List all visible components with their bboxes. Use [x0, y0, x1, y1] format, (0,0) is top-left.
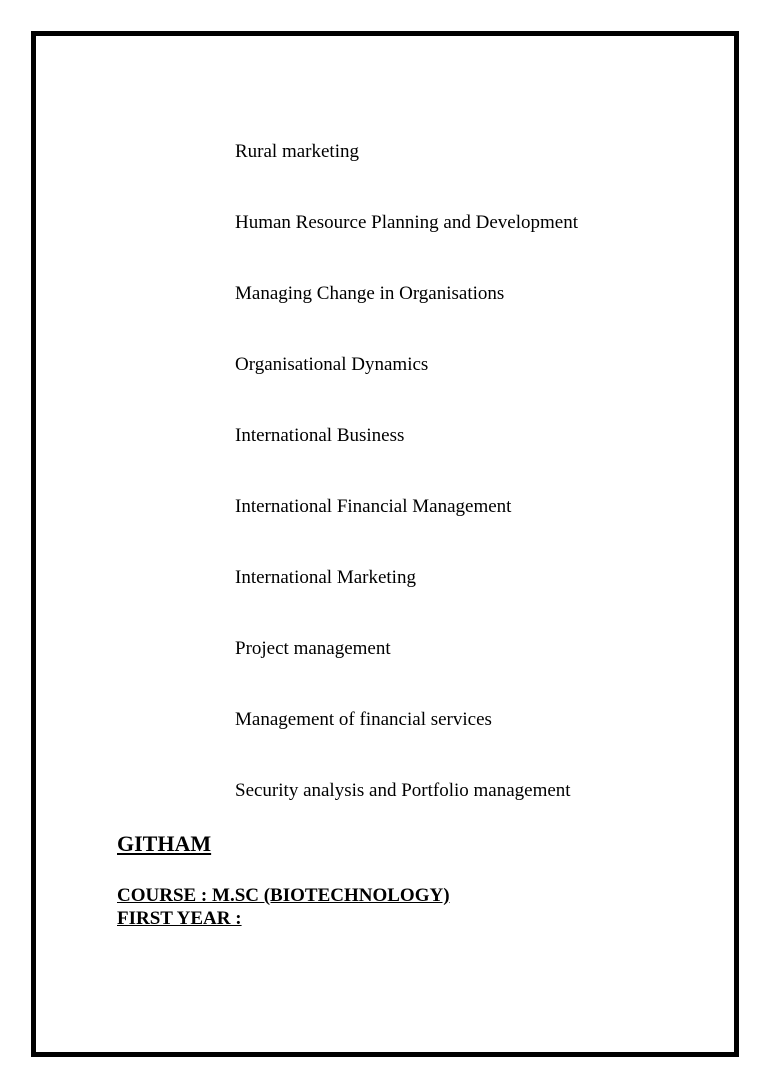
year-heading: FIRST YEAR : [117, 908, 242, 929]
subject-item: Human Resource Planning and Development [235, 212, 578, 233]
subject-list [235, 140, 578, 850]
subject-item: Managing Change in Organisations [235, 283, 505, 304]
subject-item: International Business [235, 425, 405, 446]
subject-item: Management of financial services [235, 709, 492, 730]
course-title: COURSE : M.SC (BIOTECHNOLOGY) [117, 885, 450, 906]
subject-item: Project management [235, 638, 391, 659]
subject-item: International Financial Management [235, 496, 512, 517]
subject-item: Organisational Dynamics [235, 354, 429, 375]
subject-item: International Marketing [235, 567, 416, 588]
institute-heading: GITHAM [117, 831, 212, 856]
subject-item: Security analysis and Portfolio management [235, 780, 571, 801]
subject-item: Rural marketing [235, 141, 359, 162]
